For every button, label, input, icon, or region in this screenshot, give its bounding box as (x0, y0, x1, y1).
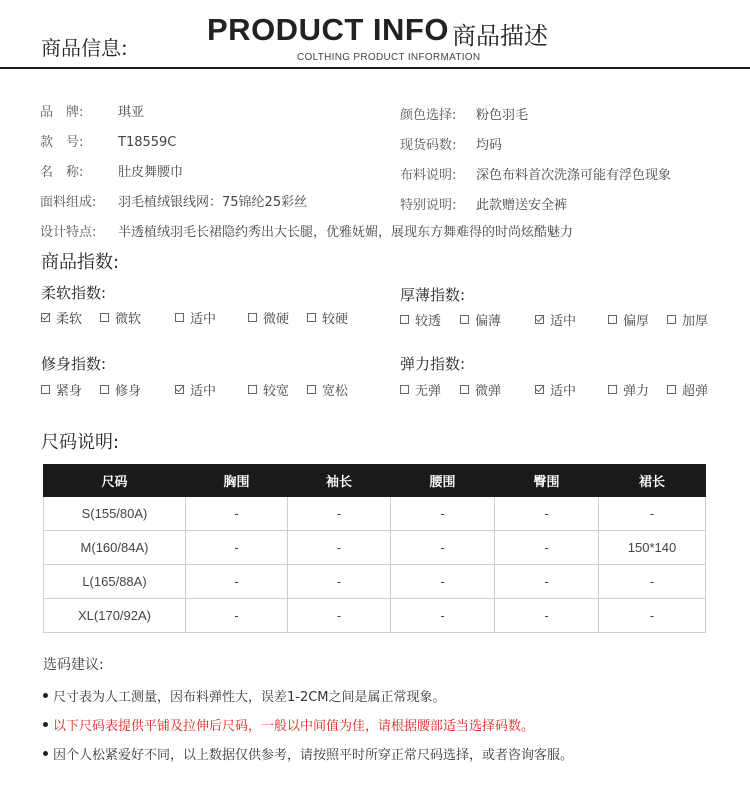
softness-option[interactable] (175, 308, 216, 327)
elasticity-option[interactable] (608, 380, 649, 399)
checkbox-icon (608, 385, 617, 394)
table-cell: - (186, 565, 288, 599)
checkbox-icon (460, 385, 469, 394)
thickness-title: 厚薄指数: (400, 286, 466, 304)
checked-box-icon (41, 313, 50, 322)
table-cell: S(155/80A) (44, 497, 186, 531)
checked-box-icon (535, 315, 544, 324)
table-cell: - (186, 599, 288, 633)
advice-note-highlight (43, 715, 534, 734)
fit-option[interactable] (248, 380, 289, 399)
info-model-label: 款 号: (40, 135, 84, 150)
advice-note (43, 744, 573, 763)
table-cell: - (495, 497, 599, 531)
table-row (44, 531, 706, 565)
info-fabric (40, 191, 307, 210)
table-cell: - (288, 565, 391, 599)
page-subtitle: COLTHING PRODUCT INFORMATION (297, 52, 481, 63)
checkbox-icon (100, 313, 109, 322)
info-color-label: 颜色选择: (400, 108, 457, 123)
table-row (44, 599, 706, 633)
table-cell: - (186, 531, 288, 565)
elasticity-option[interactable] (535, 380, 576, 399)
info-special (400, 194, 567, 213)
checked-box-icon (175, 385, 184, 394)
section-title-product-info: 商品信息: (41, 36, 128, 60)
option-label: 较宽 (263, 384, 290, 399)
option-label: 适中 (190, 312, 217, 327)
fit-title: 修身指数: (41, 355, 107, 373)
option-label: 微弹 (475, 384, 502, 399)
fit-option[interactable] (41, 380, 82, 399)
info-name-label: 名 称: (40, 165, 84, 180)
option-label: 加厚 (682, 314, 709, 329)
elasticity-option[interactable] (460, 380, 501, 399)
advice-note-text: 以下尺码表提供平铺及拉伸后尺码，一般以中间值为佳，请根据腰部适当选择码数。 (53, 719, 535, 734)
size-table (43, 464, 706, 633)
table-cell: - (495, 565, 599, 599)
page-title-cn: 商品描述 (452, 22, 548, 50)
section-title-size-chart: 尺码说明: (41, 432, 120, 453)
table-cell: - (391, 599, 495, 633)
info-stock (400, 134, 502, 153)
option-label: 微硬 (263, 312, 290, 327)
option-label: 柔软 (56, 312, 83, 327)
softness-option[interactable] (41, 308, 82, 327)
option-label: 无弹 (415, 384, 442, 399)
table-cell: - (391, 565, 495, 599)
info-special-label: 特别说明: (400, 198, 457, 213)
option-label: 弹力 (623, 384, 650, 399)
softness-option[interactable] (100, 308, 141, 327)
table-cell: XL(170/92A) (44, 599, 186, 633)
advice-note (43, 686, 446, 705)
option-label: 超弹 (682, 384, 709, 399)
thickness-option[interactable] (667, 310, 708, 329)
table-cell: - (599, 599, 706, 633)
option-label: 适中 (550, 314, 577, 329)
checked-box-icon (535, 385, 544, 394)
table-cell: - (391, 497, 495, 531)
checkbox-icon (307, 385, 316, 394)
thickness-option[interactable] (400, 310, 441, 329)
table-header-row (44, 465, 706, 497)
table-row (44, 497, 706, 531)
table-cell: - (288, 531, 391, 565)
advice-note-text: 因个人松紧爱好不同，以上数据仅供参考，请按照平时所穿正常尺码选择，或者咨询客服。 (53, 748, 574, 763)
bullet-icon (43, 722, 48, 727)
info-brand-label: 品 牌: (40, 105, 84, 120)
option-label: 适中 (550, 384, 577, 399)
table-cell: 150*140 (599, 531, 706, 565)
info-design-value: 半透植绒羽毛长裙隐约秀出大长腿，优雅妩媚，展现东方舞难得的时尚炫酷魅力 (118, 225, 574, 240)
option-label: 较硬 (322, 312, 349, 327)
checkbox-icon (667, 315, 676, 324)
checkbox-icon (460, 315, 469, 324)
option-label: 宽松 (322, 384, 349, 399)
table-cell: M(160/84A) (44, 531, 186, 565)
thickness-option[interactable] (608, 310, 649, 329)
checkbox-icon (400, 385, 409, 394)
info-color (400, 104, 528, 123)
option-label: 微软 (115, 312, 142, 327)
checkbox-icon (100, 385, 109, 394)
column-header: 袖长 (288, 465, 391, 497)
table-row (44, 565, 706, 599)
header-divider (0, 67, 750, 69)
info-color-value: 粉色羽毛 (476, 108, 529, 123)
checkbox-icon (175, 313, 184, 322)
table-cell: - (495, 599, 599, 633)
info-fabric-label: 面料组成: (40, 195, 97, 210)
info-stock-label: 现货码数: (400, 138, 457, 153)
info-fabric-value: 羽毛植绒银线网：75锦纶25彩丝 (118, 195, 308, 210)
checkbox-icon (667, 385, 676, 394)
info-design (40, 221, 573, 240)
table-cell: - (288, 497, 391, 531)
bullet-icon (43, 751, 48, 756)
info-name-value: 肚皮舞腰巾 (118, 165, 184, 180)
checkbox-icon (248, 313, 257, 322)
column-header: 臀围 (495, 465, 599, 497)
option-label: 偏薄 (475, 314, 502, 329)
column-header: 腰围 (391, 465, 495, 497)
softness-option[interactable] (307, 308, 348, 327)
option-label: 适中 (190, 384, 217, 399)
elasticity-option[interactable] (400, 380, 441, 399)
table-cell: L(165/88A) (44, 565, 186, 599)
checkbox-icon (307, 313, 316, 322)
page-title: PRODUCT INFO (207, 12, 449, 47)
checkbox-icon (41, 385, 50, 394)
checkbox-icon (400, 315, 409, 324)
option-label: 紧身 (56, 384, 83, 399)
info-fabric-note-label: 布料说明: (400, 168, 457, 183)
column-header: 尺码 (44, 465, 186, 497)
bullet-icon (43, 693, 48, 698)
table-cell: - (599, 497, 706, 531)
table-cell: - (495, 531, 599, 565)
table-cell: - (391, 531, 495, 565)
option-label: 修身 (115, 384, 142, 399)
fit-option[interactable] (175, 380, 216, 399)
info-brand (40, 101, 144, 120)
info-model-value: T18559C (118, 135, 177, 150)
column-header: 胸围 (186, 465, 288, 497)
softness-option[interactable] (248, 308, 289, 327)
info-fabric-note (400, 164, 671, 183)
info-fabric-note-value: 深色布料首次洗涤可能有浮色现象 (476, 168, 672, 183)
thickness-option[interactable] (460, 310, 501, 329)
option-label: 偏厚 (623, 314, 650, 329)
info-design-label: 设计特点: (40, 225, 97, 240)
option-label: 较透 (415, 314, 442, 329)
column-header: 裙长 (599, 465, 706, 497)
advice-note-text: 尺寸表为人工测量，因布料弹性大，误差1-2CM之间是属正常现象。 (53, 690, 446, 705)
info-model (40, 131, 176, 150)
info-brand-value: 琪亚 (118, 105, 145, 120)
fit-option[interactable] (100, 380, 141, 399)
info-stock-value: 均码 (476, 138, 503, 153)
thickness-option[interactable] (535, 310, 576, 329)
table-cell: - (599, 565, 706, 599)
table-cell: - (288, 599, 391, 633)
softness-title: 柔软指数: (41, 284, 107, 302)
info-name (40, 161, 183, 180)
info-special-value: 此款赠送安全裤 (476, 198, 568, 213)
checkbox-icon (608, 315, 617, 324)
checkbox-icon (248, 385, 257, 394)
table-cell: - (186, 497, 288, 531)
elasticity-option[interactable] (667, 380, 708, 399)
elasticity-title: 弹力指数: (400, 355, 466, 373)
fit-option[interactable] (307, 380, 348, 399)
section-title-indices: 商品指数: (41, 252, 120, 273)
advice-title: 选码建议: (43, 657, 104, 673)
